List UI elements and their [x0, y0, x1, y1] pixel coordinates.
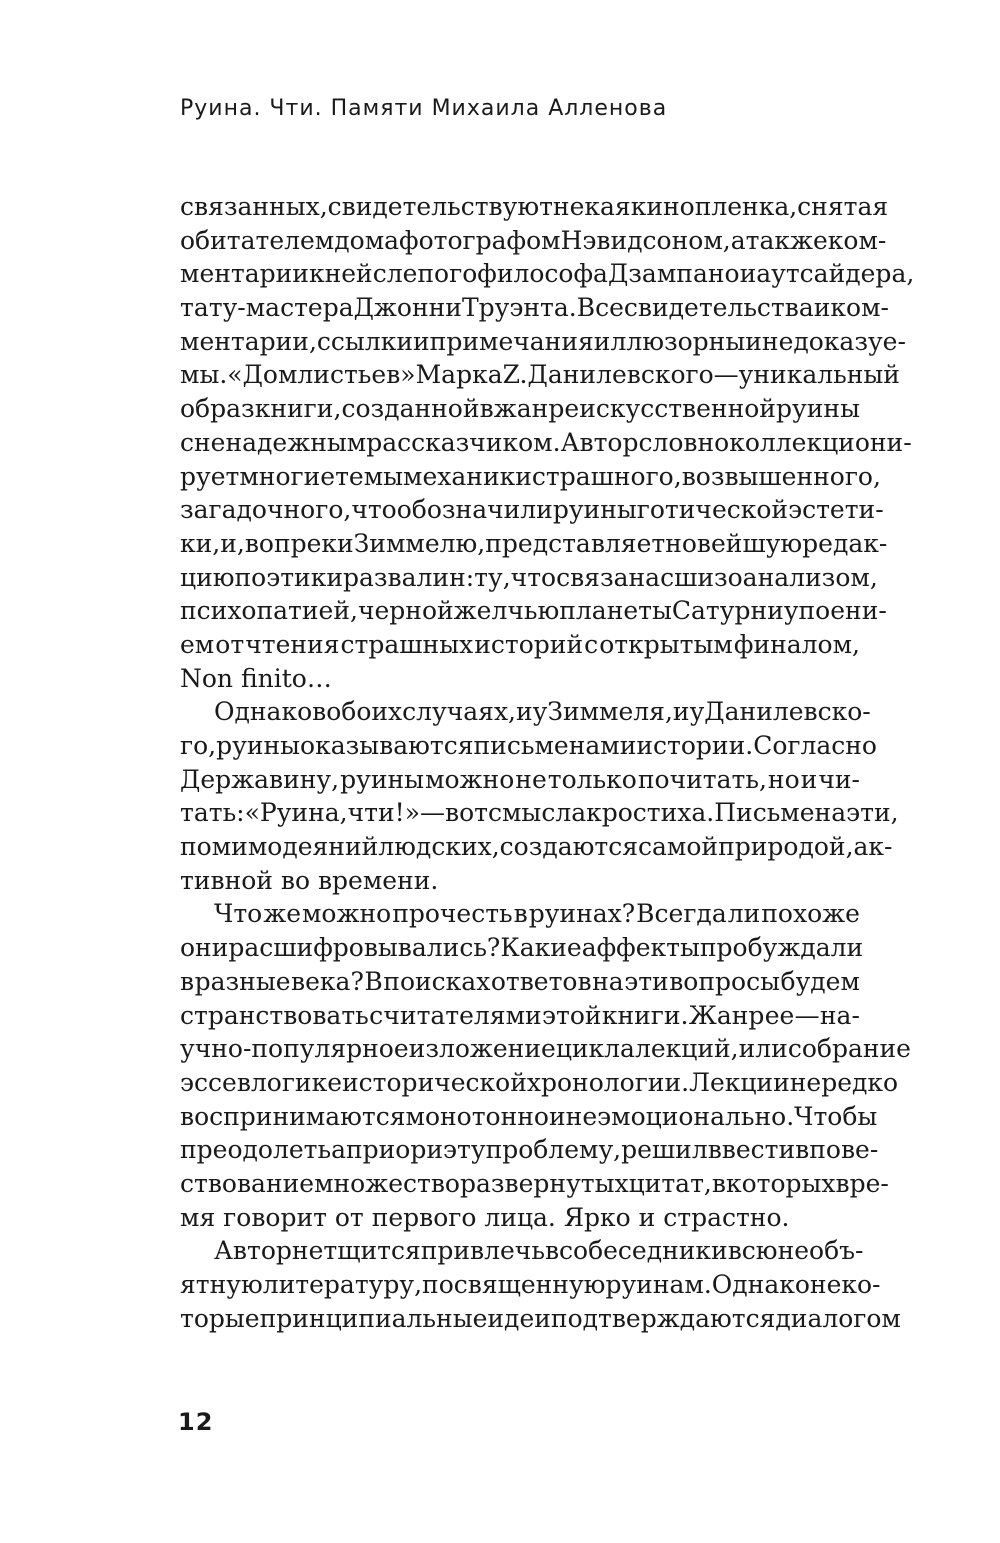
- text-line: психопатией, черной желчью планеты Сатурн и упоени-: [180, 596, 887, 626]
- text-line: тать: «Руина, чти!» — вот смысл акростиха. Письмена эти,: [180, 798, 899, 828]
- body-text: [180, 190, 915, 1335]
- text-line: в разные века? В поисках ответов на эти вопросы будем: [180, 966, 860, 996]
- text-line: торые принципиальные идеи подтверждаются диалогом: [180, 1303, 901, 1333]
- text-line: мя говорит от первого лица. Ярко и страстно.: [180, 1202, 790, 1232]
- text-line: образ книги, созданной в жанре искусственной руины: [180, 394, 860, 424]
- text-line: мы. «Дом листьев» Марка Z. Данилевского — уникальный: [180, 360, 900, 390]
- text-line: загадочного, что обозначили руины готической эстети-: [180, 495, 884, 525]
- running-header: Руина. Чти. Памяти Михаила Алленова: [180, 96, 668, 121]
- text-line: Державину, руины можно не только почитать, но и чи-: [180, 764, 860, 794]
- text-line: ствование множество развернутых цитат, в которых вре-: [180, 1168, 889, 1198]
- text-line: они расшифровывались? Какие аффекты пробуждали: [180, 933, 864, 963]
- text-line: ки, и, вопреки Зиммелю, представляет новейшую редак-: [180, 528, 888, 558]
- text-line: обитателем дома фотографом Нэвидсоном, а также ком-: [180, 225, 887, 255]
- text-line: Автор не тщится привлечь в собеседники всю необъ-: [214, 1236, 864, 1266]
- text-line: рует многие темы механики страшного, возвышенного,: [180, 461, 881, 491]
- text-line: Однако в обоих случаях, и у Зиммеля, и у Данилевско-: [214, 697, 871, 727]
- text-line: воспринимаются монотонно и неэмоционально. Чтобы: [180, 1101, 878, 1131]
- text-line: цию поэтики развалин: ту, что связана с шизоанализом,: [180, 562, 878, 592]
- text-line: учно-популярное изложение цикла лекций, или собрание: [180, 1034, 911, 1064]
- text-line: тату-мастера Джонни Труэнта. Все свидетельства и ком-: [180, 293, 889, 323]
- text-line: помимо деяний людских, создаются самой природой, ак-: [180, 832, 893, 862]
- text-line: Non finito…: [180, 663, 332, 693]
- text-line: с ненадежным рассказчиком. Автор словно коллекциони-: [180, 427, 912, 457]
- text-line: ятную литературу, посвященную руинам. Однако неко-: [180, 1270, 881, 1299]
- text-line: связанных, свидетельствуют некая кинопленка, снятая: [180, 192, 889, 221]
- text-line: странствовать с читателями этой книги. Жанр ее — на-: [180, 1000, 860, 1030]
- text-line: тивной во времени.: [180, 865, 439, 895]
- text-line: Что же можно прочесть в руинах? Всегда ли похоже: [214, 899, 860, 929]
- page-number: 12: [178, 1408, 214, 1436]
- text-line: преодолеть априори эту проблему, решил ввести в пове-: [180, 1135, 879, 1165]
- text-line: ментарии к ней слепого философа Дзампано и аутсайдера,: [180, 259, 915, 289]
- text-line: эссе в логике исторической хронологии. Лекции нередко: [180, 1067, 899, 1097]
- text-line: го, руины оказываются письменами истории. Согласно: [180, 731, 877, 760]
- text-line: ем от чтения страшных историй с открытым финалом,: [180, 629, 860, 659]
- text-line: ментарии, ссылки и примечания иллюзорны и недоказуе-: [180, 326, 906, 356]
